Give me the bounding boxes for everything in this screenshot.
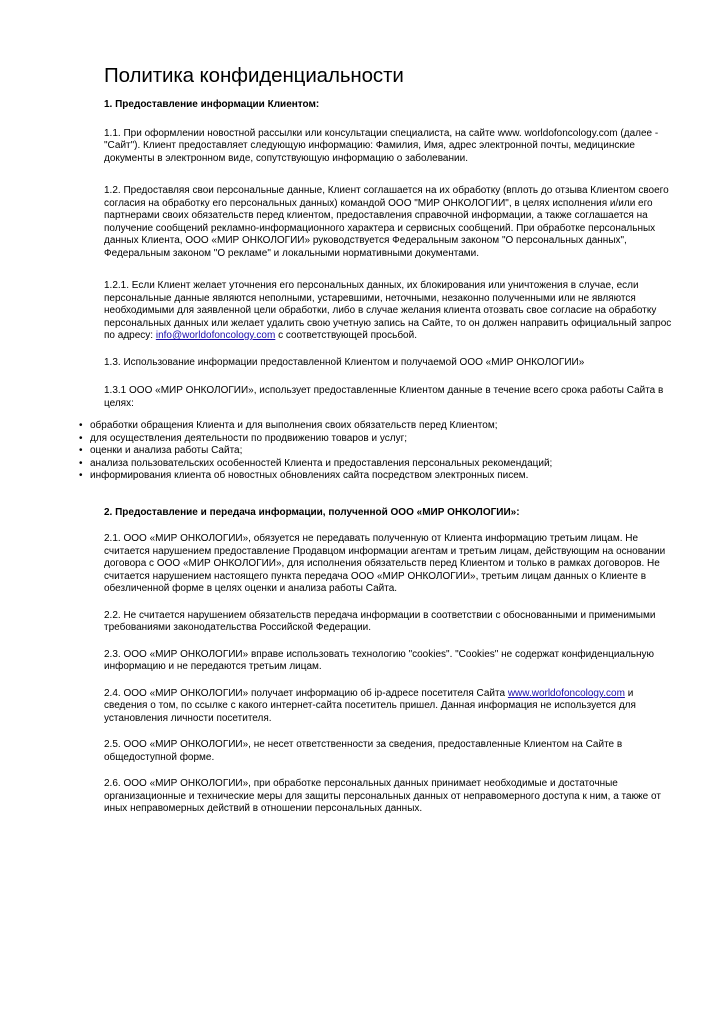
paragraph-1-3-1: 1.3.1 ООО «МИР ОНКОЛОГИИ», использует предоставленные Клиентом данные в течение всего срока работы Сайта в целях:: [104, 385, 664, 409]
paragraph-1-2-1-tail: с соответствующей просьбой.: [275, 330, 417, 341]
paragraph-1-1: 1.1. При оформлении новостной рассылки или консультации специалиста, на сайте www. worldofoncology.com (далее - "Сайт"). Клиент предоставляет следующую информацию: Фамилия, Имя, адрес электронной почты, медицинские документы в электронном виде, сопутствующую информацию о заболевании.: [104, 127, 659, 164]
email-link[interactable]: info@worldofoncology.com: [155, 330, 276, 341]
document-page: [79, 64, 676, 816]
paragraph-2-1: 2.1. ООО «МИР ОНКОЛОГИИ», обязуется не передавать полученную от Клиента информацию третьим лицам. Не считается нарушением предоставление Продавцом информации агентам и третьим лицам, действующим на основании договора с ООО «МИР ОНКОЛОГИИ», для исполнения обязательств перед Клиентом и только в рамках договоров. Не считается нарушением настоящего пункта передача ООО «МИР ОНКОЛОГИИ», третьим лицам данных о Клиенте в обезличенной форме в целях оценки и анализа работы Сайта.: [104, 533, 666, 595]
purposes-list: [79, 420, 676, 483]
list-item-text: оценки и анализа работы Сайта;: [90, 445, 243, 457]
bullet-icon: •: [79, 445, 83, 457]
paragraph-1-2-1-text: 1.2.1. Если Клиент желает уточнения его персональных данных, их блокирования или уничтожения в случае, если персональные данные являются неполными, устаревшими, неточными, незаконно полученными или не являются необходимыми для заявленной цели обработки, либо в случае желания клиента отозвать свое согласие на обработку персональных данных или желает удалить свою учетную запись на Сайте, то он должен направить официальный запрос по адресу:: [104, 280, 672, 341]
list-item: [79, 470, 676, 483]
page-title: Политика конфиденциальности: [104, 64, 404, 87]
list-item: [79, 457, 676, 471]
paragraph-2-5: 2.5. ООО «МИР ОНКОЛОГИИ», не несет ответственности за сведения, предоставленные Клиентом на Сайте в общедоступной форме.: [104, 739, 623, 763]
paragraph-1-2: 1.2. Предоставляя свои персональные данные, Клиент соглашается на их обработку (вплоть до отзыва Клиентом своего согласия на обработку его персональных данных) командой ООО "МИР ОНКОЛОГИИ", в целях исполнения и/или его партнерами своих обязательств перед клиентом, предоставления справочной информации, а также соглашается на получение сообщений рекламно-информационного характера и сервисных сообщений. При обработке персональных данных Клиента, ООО «МИР ОНКОЛОГИИ» руководствуется Федеральным законом "О персональных данных", Федеральным законом "О рекламе" и локальными нормативными документами.: [104, 185, 669, 259]
paragraph-2-4-text: 2.4. ООО «МИР ОНКОЛОГИИ» получает информацию об ip-адресе посетителя Сайта: [104, 687, 508, 699]
bullet-icon: •: [79, 420, 83, 431]
paragraph-2-3: 2.3. ООО «МИР ОНКОЛОГИИ» вправе использовать технологию "cookies". "Cookies" не содержат конфиденциальную информацию и не передаются третьим лицам.: [104, 648, 655, 673]
list-item: [79, 420, 676, 433]
paragraph-2-4-tail: и сведения о том, по ссылке с какого интернет-сайта посетитель пришел. Данная информация не используется для установления личности посетителя.: [104, 687, 636, 724]
list-item-text: анализа пользовательских особенностей Клиента и предоставления персональных рекомендаций;: [90, 457, 553, 469]
list-item: [79, 445, 676, 458]
section-2-heading: 2. Предоставление и передача информации, полученной ООО «МИР ОНКОЛОГИИ»:: [104, 506, 520, 518]
list-item-text: для осуществления деятельности по продвижению товаров и услуг;: [90, 432, 408, 444]
list-item-text: информирования клиента об новостных обновлениях сайта посредством электронных писем.: [90, 470, 529, 482]
paragraph-2-6: 2.6. ООО «МИР ОНКОЛОГИИ», при обработке персональных данных принимает необходимые и достаточные организационные и технические меры для защиты персональных данных от неправомерного доступа к ним, а также от иных неправомерных действий в отношении персональных данных.: [104, 778, 661, 815]
paragraph-1-2-1: [104, 280, 676, 343]
bullet-icon: •: [79, 432, 83, 444]
list-item: [79, 432, 676, 446]
bullet-icon: •: [79, 470, 83, 482]
paragraph-2-4: [104, 688, 676, 726]
website-link[interactable]: www.worldofoncology.com: [507, 687, 625, 699]
paragraph-1-3: 1.3. Использование информации предоставленной Клиентом и получаемой ООО «МИР ОНКОЛОГИИ»: [104, 356, 585, 368]
list-item-text: обработки обращения Клиента и для выполнения своих обязательств перед Клиентом;: [90, 420, 498, 431]
bullet-icon: •: [79, 457, 83, 469]
paragraph-2-2: 2.2. Не считается нарушением обязательств передача информации в соответствии с обоснованными и применимыми требованиями законодательства Российской Федерации.: [104, 609, 656, 634]
section-1-heading: 1. Предоставление информации Клиентом:: [104, 99, 320, 110]
